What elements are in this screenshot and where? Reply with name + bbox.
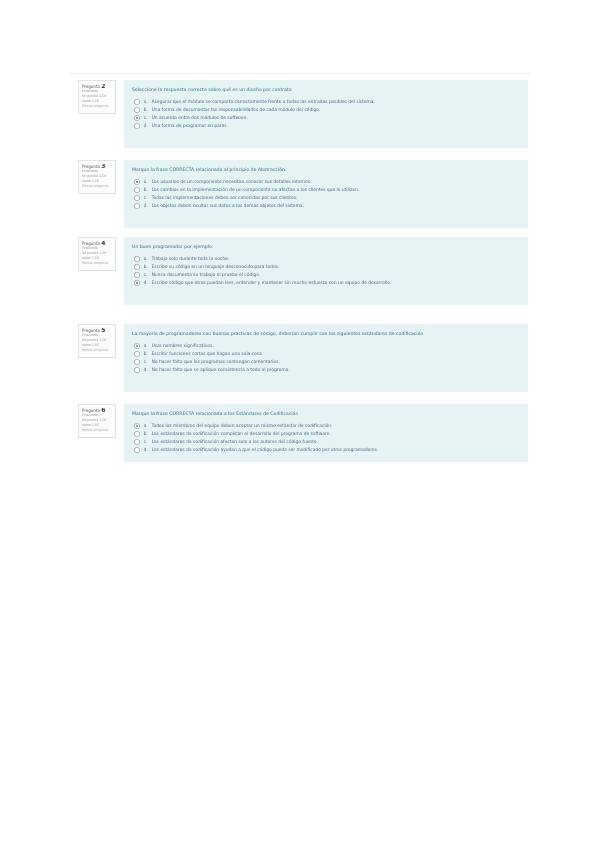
radio-icon[interactable] xyxy=(134,99,140,105)
option-text: Asegurar que el módulo se comporta correctamente frente a todas las entradas posibles del sistema. xyxy=(151,99,375,105)
option-letter: b. xyxy=(143,351,148,357)
option-text: Trabaja solo durante toda la noche. xyxy=(151,256,230,262)
question-max-score: sobre 1,00 xyxy=(82,179,99,183)
question-max-score: sobre 1,00 xyxy=(82,423,99,427)
question-number: Pregunta 2 xyxy=(82,84,106,89)
option-text: Todos los miembros del equipo deben aceptar un mismo estándar de codificación. xyxy=(151,423,333,429)
option-letter: a. xyxy=(143,256,148,262)
answer-option[interactable] xyxy=(132,358,520,366)
option-letter: c. xyxy=(143,115,148,121)
option-letter: c. xyxy=(143,272,148,278)
answer-option[interactable] xyxy=(132,438,520,446)
radio-icon[interactable] xyxy=(134,123,140,129)
question-text: Seleccione la respuesta correcta sobre qué es un diseño por contrato xyxy=(132,88,292,93)
option-text: No hacer falta que se aplique consistencia a todo el programa. xyxy=(151,367,290,373)
question-content xyxy=(124,160,528,228)
question-content xyxy=(124,237,528,305)
answer-option[interactable] xyxy=(132,202,520,210)
radio-icon[interactable] xyxy=(134,272,140,278)
option-letter: d. xyxy=(143,203,148,209)
option-text: Todas las implementaciones deben ser conocidas por sus clientes. xyxy=(151,195,298,201)
answer-option[interactable] xyxy=(132,98,520,106)
option-letter: d. xyxy=(143,447,148,453)
flag-question-link[interactable]: Marcar pregunta xyxy=(82,428,109,432)
radio-icon[interactable] xyxy=(134,439,140,445)
question-number: Pregunta 4 xyxy=(82,241,106,246)
question-info-panel xyxy=(78,237,116,271)
question-info-panel xyxy=(78,80,116,114)
option-letter: d. xyxy=(143,367,148,373)
answer-option[interactable] xyxy=(132,194,520,202)
option-letter: a. xyxy=(143,343,148,349)
question-info-panel xyxy=(78,160,116,194)
answer-option[interactable] xyxy=(132,178,520,186)
answer-option[interactable] xyxy=(132,430,520,438)
radio-icon[interactable] xyxy=(134,447,140,453)
radio-selected-icon[interactable] xyxy=(134,423,140,429)
radio-icon[interactable] xyxy=(134,367,140,373)
question-score: Se puntúa 1,00 xyxy=(82,418,107,422)
answer-option[interactable] xyxy=(132,186,520,194)
question-content xyxy=(124,80,528,148)
question-max-score: sobre 1,00 xyxy=(82,343,99,347)
question-number: Pregunta 5 xyxy=(82,328,106,333)
radio-selected-icon[interactable] xyxy=(134,115,140,121)
radio-icon[interactable] xyxy=(134,264,140,270)
question-text: Marque la frase CORRECTA relacionada a los Estándares de Codificación xyxy=(132,412,299,417)
answer-option[interactable] xyxy=(132,114,520,122)
flag-question-link[interactable]: Marcar pregunta xyxy=(82,261,109,265)
radio-icon[interactable] xyxy=(134,187,140,193)
option-text: Los cambios en la implementación de un componente no afectan a los clientes que lo utilizan. xyxy=(151,187,360,193)
option-text: No hacer falta que los programas contengan comentarios. xyxy=(151,359,280,365)
answer-option[interactable] xyxy=(132,263,520,271)
question-content xyxy=(124,404,528,462)
question-info-panel xyxy=(78,404,116,438)
radio-icon[interactable] xyxy=(134,195,140,201)
question-number: Pregunta 3 xyxy=(82,164,106,169)
option-letter: b. xyxy=(143,264,148,270)
question-score: Se puntúa 1,00 xyxy=(82,174,107,178)
answer-option[interactable] xyxy=(132,255,520,263)
option-text: Los estándares de codificación ayudan a que el código pueda ser modificado por otros programadores. xyxy=(151,447,379,453)
option-text: Nunca documenta su trabajo ni prueba el código. xyxy=(151,272,261,278)
answer-option[interactable] xyxy=(132,446,520,454)
option-letter: a. xyxy=(143,99,148,105)
option-text: Los estándares de codificación afectan solo a los autores del código fuente. xyxy=(151,439,319,445)
option-text: Usar nombres significativos. xyxy=(151,343,214,349)
question-score: Se puntúa 1,00 xyxy=(82,94,107,98)
option-text: Los usuarios de un componente necesitan conocer sus detalles internos. xyxy=(151,179,312,185)
radio-selected-icon[interactable] xyxy=(134,179,140,185)
question-score: Se puntúa 1,00 xyxy=(82,338,107,342)
radio-icon[interactable] xyxy=(134,359,140,365)
answer-option[interactable] xyxy=(132,350,520,358)
option-text: Los objetos deben ocultar sus datos a los demás objetos del sistema. xyxy=(151,203,304,209)
option-text: Un acuerdo entre dos módulos de software. xyxy=(151,115,248,121)
option-text: Escribe su código en un lenguaje desconocido para todos. xyxy=(151,264,280,270)
radio-selected-icon[interactable] xyxy=(134,343,140,349)
question-info-panel xyxy=(78,324,116,358)
question-score: Se puntúa 1,00 xyxy=(82,251,107,255)
option-text: Escribir funciones cortas que hagan una sola cosa. xyxy=(151,351,264,357)
question-state: Finalizado xyxy=(82,413,98,417)
question-state: Finalizado xyxy=(82,333,98,337)
flag-question-link[interactable]: Marcar pregunta xyxy=(82,184,109,188)
option-text: Los estándares de codificación complican el desarrollo del programa de software. xyxy=(151,431,331,437)
option-letter: b. xyxy=(143,107,148,113)
question-max-score: sobre 1,00 xyxy=(82,99,99,103)
question-text: La mayoría de programadores con buenas prácticas de código, deberían cumplir con los siguientes estándares de codificación xyxy=(132,332,424,337)
option-letter: c. xyxy=(143,359,148,365)
radio-icon[interactable] xyxy=(134,107,140,113)
question-number: Pregunta 6 xyxy=(82,408,106,413)
option-letter: c. xyxy=(143,439,148,445)
option-letter: d. xyxy=(143,280,148,286)
radio-icon[interactable] xyxy=(134,351,140,357)
answer-option[interactable] xyxy=(132,122,520,130)
option-letter: a. xyxy=(143,179,148,185)
radio-icon[interactable] xyxy=(134,431,140,437)
radio-icon[interactable] xyxy=(134,203,140,209)
answer-option[interactable] xyxy=(132,279,520,287)
option-text: Una forma de programar en pares. xyxy=(151,123,228,129)
option-letter: a. xyxy=(143,423,148,429)
option-letter: d. xyxy=(143,123,148,129)
top-divider xyxy=(70,73,530,74)
option-letter: c. xyxy=(143,195,148,201)
radio-icon[interactable] xyxy=(134,256,140,262)
answer-option[interactable] xyxy=(132,422,520,430)
question-text: Marque la frase CORRECTA relacionada al principio de Abstracción. xyxy=(132,168,287,173)
question-content xyxy=(124,324,528,392)
option-letter: b. xyxy=(143,431,148,437)
flag-question-link[interactable]: Marcar pregunta xyxy=(82,104,109,108)
radio-selected-icon[interactable] xyxy=(134,280,140,286)
answer-option[interactable] xyxy=(132,342,520,350)
question-max-score: sobre 1,00 xyxy=(82,256,99,260)
option-text: Escribe código que otros puedan leer, entender y mantener sin mucho esfuerzo con un equipo de desarrollo. xyxy=(151,280,392,286)
question-state: Finalizado xyxy=(82,246,98,250)
option-text: Una forma de documentar las responsabilidades de cada módulo del código. xyxy=(151,107,321,113)
answer-option[interactable] xyxy=(132,271,520,279)
question-state: Finalizado xyxy=(82,89,98,93)
flag-question-link[interactable]: Marcar pregunta xyxy=(82,348,109,352)
answer-option[interactable] xyxy=(132,106,520,114)
question-state: Finalizado xyxy=(82,169,98,173)
answer-option[interactable] xyxy=(132,366,520,374)
option-letter: b. xyxy=(143,187,148,193)
question-text: Un buen programador por ejemplo: xyxy=(132,245,214,250)
